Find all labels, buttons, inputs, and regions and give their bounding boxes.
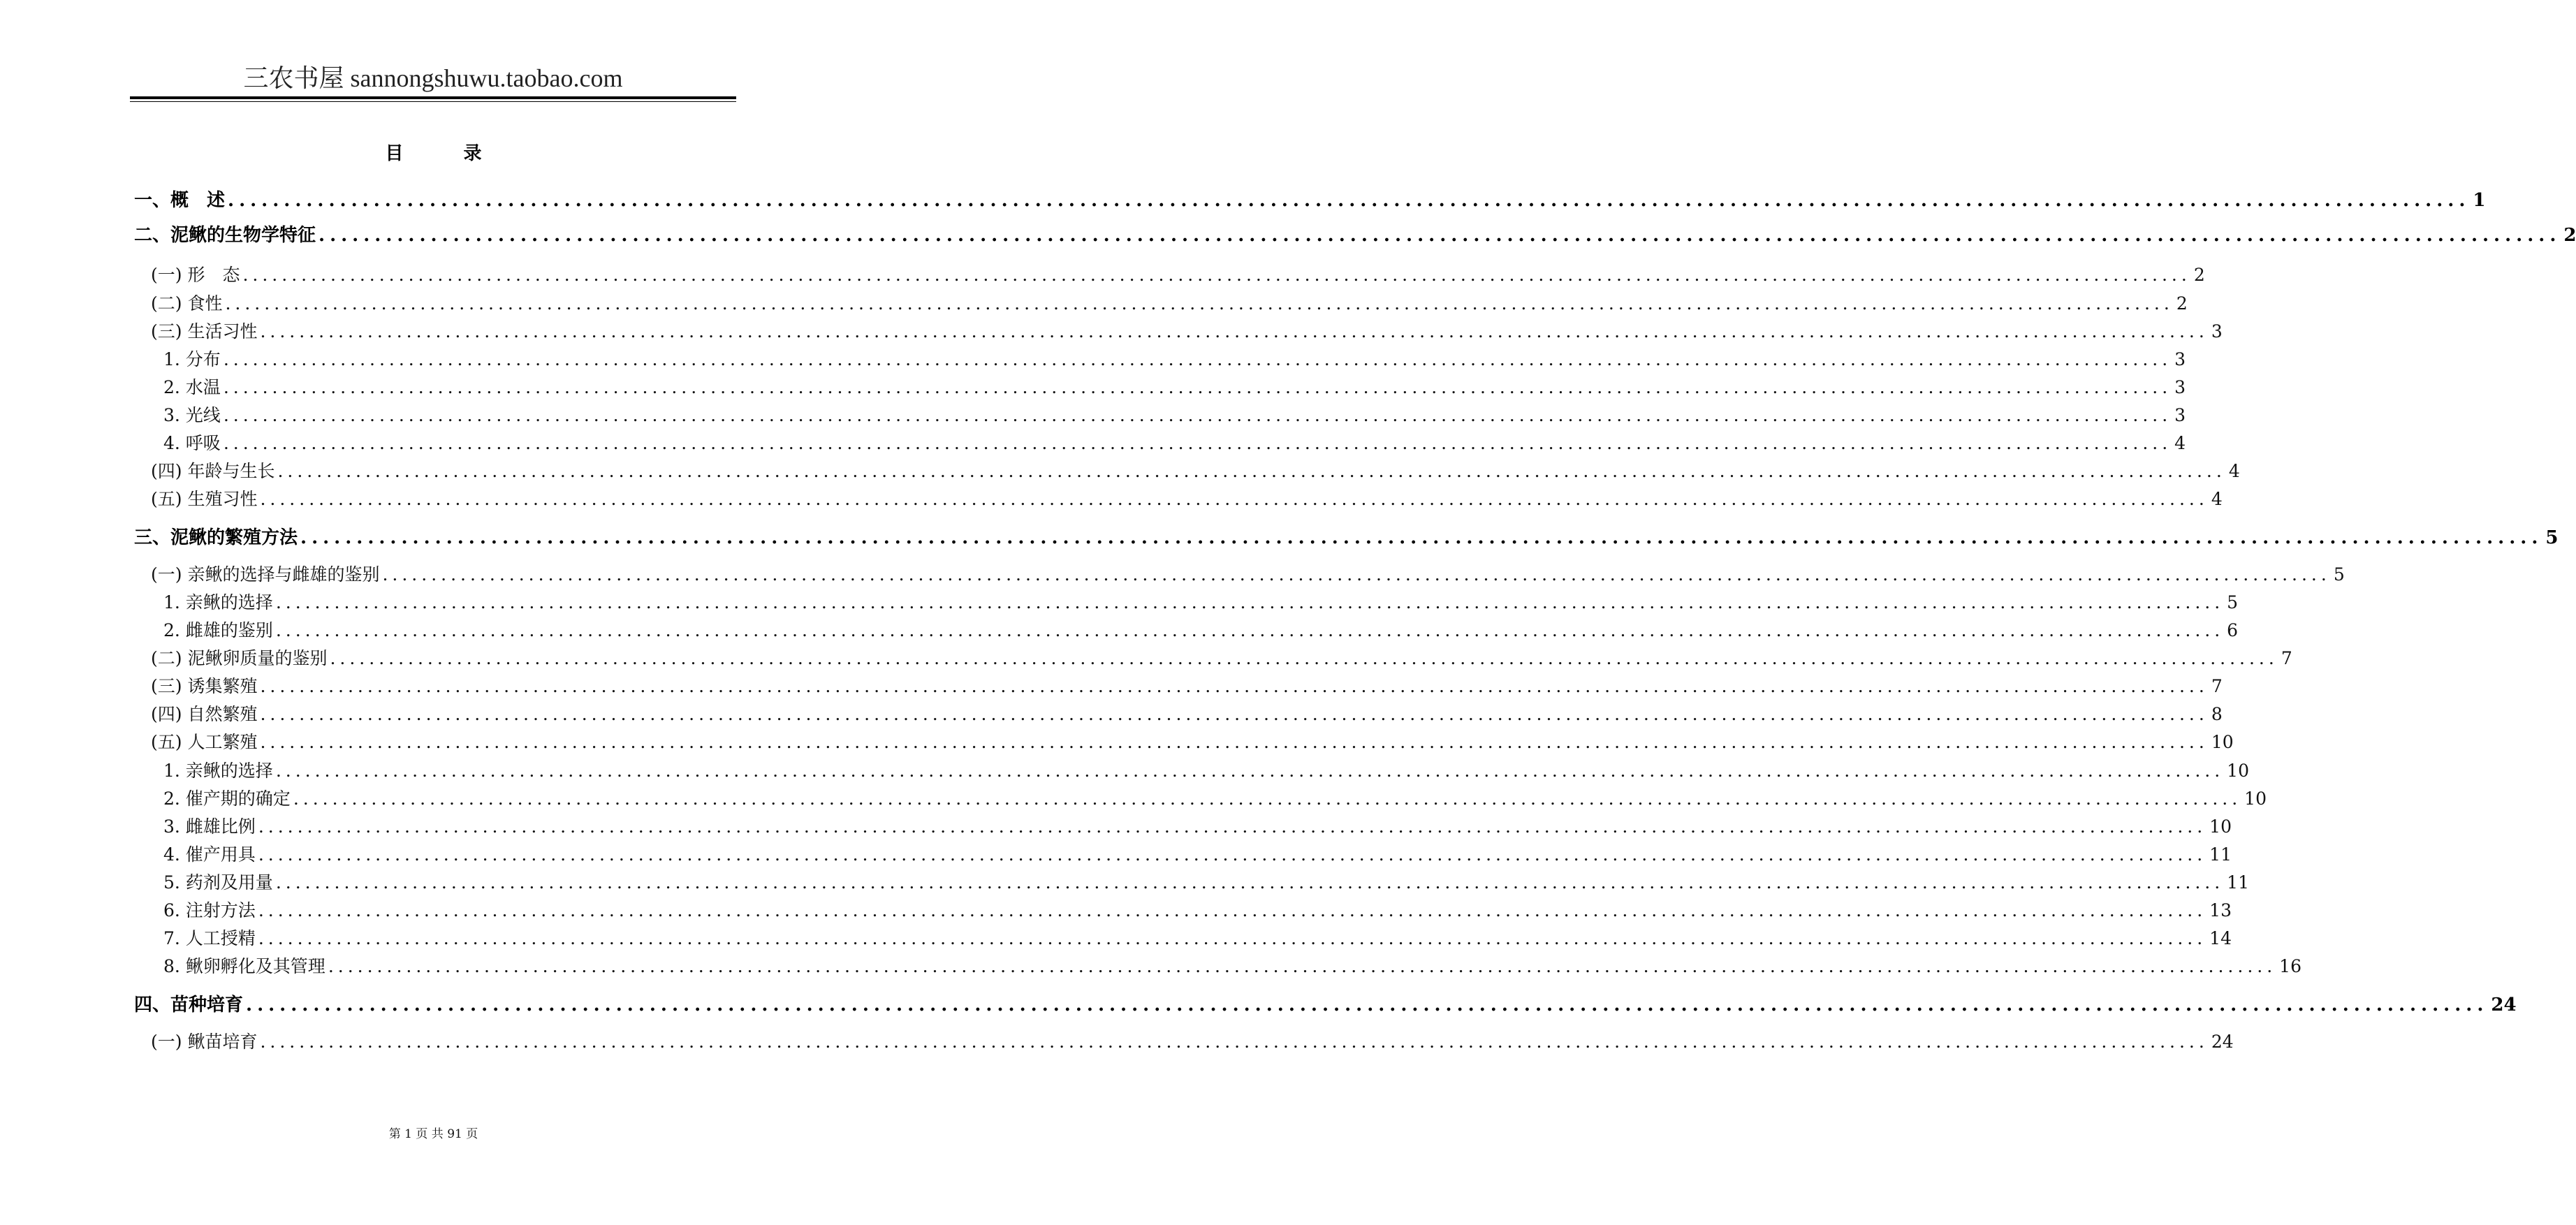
toc-dot-leader: ........................................................................................................................................................................................................ [260, 489, 2209, 509]
toc-entry-label: 4. 催产用具 [163, 844, 256, 865]
toc-dot-leader: ........................................................................................................................................................................................................ [275, 761, 2225, 781]
toc-entry[interactable] [163, 816, 2232, 838]
toc-entry[interactable] [134, 993, 2517, 1017]
toc-entry[interactable] [151, 264, 2205, 286]
toc-entry[interactable] [163, 927, 2232, 950]
toc-entry-page: 4 [2228, 461, 2240, 481]
toc-entry-page: 5 [2333, 564, 2345, 585]
toc-dot-leader: ........................................................................................................................................................................................................ [275, 620, 2225, 640]
toc-entry-page: 2 [2563, 225, 2576, 246]
toc-entry-label: 三、泥鳅的繁殖方法 [134, 527, 298, 548]
toc-entry-label: 3. 光线 [163, 405, 221, 425]
toc-dot-leader: ........................................................................................................................................................................................................ [260, 676, 2209, 696]
toc-entry[interactable] [151, 703, 2223, 726]
toc-entry[interactable] [151, 675, 2223, 698]
toc-dot-leader: ........................................................................................................................................................................................................ [246, 995, 2489, 1015]
toc-entry-page: 10 [2227, 761, 2249, 781]
toc-dot-leader: ........................................................................................................................................................................................................ [330, 648, 2278, 668]
toc-dot-leader: ........................................................................................................................................................................................................ [260, 704, 2209, 724]
toc-entry-page: 3 [2174, 349, 2186, 369]
toc-entry-page: 10 [2244, 788, 2267, 809]
toc-entry-page: 3 [2174, 377, 2186, 397]
toc-entry-label: 5. 药剂及用量 [163, 872, 273, 893]
toc-entry[interactable] [163, 955, 2301, 978]
toc-entry-label: 一、概 述 [134, 190, 226, 211]
toc-entry[interactable] [163, 349, 2186, 371]
toc-entry-page: 6 [2227, 620, 2239, 640]
toc-entry[interactable] [151, 460, 2240, 483]
toc-entry-label: (一) 鳅苗培育 [151, 1032, 258, 1052]
toc-entry-page: 1 [2473, 190, 2486, 211]
toc-entry[interactable] [163, 376, 2186, 399]
toc-entry[interactable] [163, 619, 2239, 642]
toc-entry-label: (二) 泥鳅卵质量的鉴别 [151, 648, 328, 668]
toc-dot-leader: ........................................................................................................................................................................................................ [260, 321, 2209, 342]
toc-dot-leader: ........................................................................................................................................................................................................ [223, 433, 2172, 453]
toc-entry-label: (四) 自然繁殖 [151, 704, 258, 724]
toc-entry-page: 16 [2279, 956, 2301, 976]
toc-entry-page: 11 [2227, 872, 2249, 893]
toc-dot-leader: ........................................................................................................................................................................................................ [277, 461, 2226, 481]
toc-heading: 目 录 [385, 143, 503, 164]
toc-entry-page: 2 [2193, 265, 2205, 285]
toc-entry-label: 8. 鳅卵孵化及其管理 [163, 956, 325, 976]
toc-entry-page: 7 [2281, 648, 2292, 668]
toc-entry-label: (三) 生活习性 [151, 321, 258, 342]
toc-dot-leader: ........................................................................................................................................................................................................ [258, 928, 2207, 948]
toc-entry[interactable] [134, 223, 2576, 247]
toc-entry-page: 24 [2491, 995, 2517, 1015]
toc-entry[interactable] [163, 788, 2267, 810]
toc-dot-leader: ........................................................................................................................................................................................................ [293, 788, 2242, 809]
toc-entry-label: (五) 人工繁殖 [151, 732, 258, 752]
toc-entry-label: 四、苗种培育 [134, 995, 244, 1015]
toc-entry-label: 1. 亲鳅的选择 [163, 761, 273, 781]
toc-entry[interactable] [134, 189, 2486, 212]
toc-entry-page: 24 [2211, 1032, 2234, 1052]
toc-dot-leader: ........................................................................................................................................................................................................ [258, 844, 2207, 865]
toc-entry-label: 7. 人工授精 [163, 928, 256, 948]
toc-entry-page: 3 [2174, 405, 2186, 425]
toc-dot-leader: ........................................................................................................................................................................................................ [260, 732, 2209, 752]
toc-entry-page: 4 [2211, 489, 2223, 509]
toc-entry[interactable] [163, 592, 2239, 614]
toc-entry-label: 二、泥鳅的生物学特征 [134, 225, 316, 246]
toc-entry-page: 4 [2174, 433, 2186, 453]
toc-entry-page: 10 [2209, 816, 2232, 837]
toc-dot-leader: ........................................................................................................................................................................................................ [275, 592, 2225, 612]
toc-entry-page: 3 [2211, 321, 2223, 342]
toc-entry[interactable] [163, 900, 2232, 922]
toc-entry[interactable] [151, 321, 2223, 343]
toc-entry-label: 1. 亲鳅的选择 [163, 592, 273, 612]
toc-dot-leader: ........................................................................................................................................................................................................ [300, 527, 2543, 548]
toc-entry-label: 3. 雌雄比例 [163, 816, 256, 837]
toc-entry-page: 7 [2211, 676, 2223, 696]
toc-entry-page: 5 [2545, 527, 2559, 548]
toc-entry-page: 13 [2209, 900, 2232, 920]
toc-entry[interactable] [151, 564, 2345, 586]
page-footer: 第 1 页 共 91 页 [388, 1127, 478, 1141]
toc-entry[interactable] [163, 760, 2249, 782]
toc-dot-leader: ........................................................................................................................................................................................................ [242, 265, 2191, 285]
toc-dot-leader: ........................................................................................................................................................................................................ [223, 405, 2172, 425]
toc-dot-leader: ........................................................................................................................................................................................................ [258, 816, 2207, 837]
toc-entry-page: 10 [2211, 732, 2234, 752]
toc-entry[interactable] [163, 432, 2186, 455]
toc-entry-label: 1. 分布 [163, 349, 221, 369]
toc-entry[interactable] [151, 647, 2292, 670]
toc-dot-leader: ........................................................................................................................................................................................................ [382, 564, 2331, 585]
toc-entry-label: (三) 诱集繁殖 [151, 676, 258, 696]
toc-dot-leader: ........................................................................................................................................................................................................ [319, 225, 2561, 246]
toc-entry-label: (五) 生殖习性 [151, 489, 258, 509]
toc-entry-page: 2 [2176, 293, 2188, 314]
toc-entry[interactable] [163, 844, 2232, 866]
toc-entry-page: 11 [2209, 844, 2232, 865]
toc-entry[interactable] [163, 404, 2186, 427]
toc-entry-label: (四) 年龄与生长 [151, 461, 275, 481]
toc-entry[interactable] [134, 526, 2559, 550]
toc-entry-label: 2. 催产期的确定 [163, 788, 291, 809]
toc-entry[interactable] [151, 293, 2188, 315]
toc-entry-label: 2. 雌雄的鉴别 [163, 620, 273, 640]
toc-dot-leader: ........................................................................................................................................................................................................ [225, 293, 2174, 314]
toc-entry-page: 14 [2209, 928, 2232, 948]
toc-dot-leader: ........................................................................................................................................................................................................ [223, 377, 2172, 397]
toc-entry[interactable] [151, 731, 2234, 754]
toc-entry-label: (一) 形 态 [151, 265, 240, 285]
toc-entry[interactable] [163, 872, 2249, 894]
toc-entry-label: 2. 水温 [163, 377, 221, 397]
toc-dot-leader: ........................................................................................................................................................................................................ [275, 872, 2225, 893]
toc-entry[interactable] [151, 488, 2223, 511]
toc-entry[interactable] [151, 1031, 2234, 1053]
toc-entry-label: 6. 注射方法 [163, 900, 256, 920]
toc-dot-leader: ........................................................................................................................................................................................................ [260, 1032, 2209, 1052]
toc-dot-leader: ........................................................................................................................................................................................................ [258, 900, 2207, 920]
toc-entry-page: 8 [2211, 704, 2223, 724]
toc-entry-label: (二) 食性 [151, 293, 223, 314]
toc-dot-leader: ........................................................................................................................................................................................................ [228, 190, 2471, 211]
toc-entry-page: 5 [2227, 592, 2239, 612]
toc-entry-label: 4. 呼吸 [163, 433, 221, 453]
toc-dot-leader: ........................................................................................................................................................................................................ [328, 956, 2277, 976]
toc-entry-label: (一) 亲鳅的选择与雌雄的鉴别 [151, 564, 380, 585]
page-header: 三农书屋 sannongshuwu.taobao.com [243, 64, 623, 92]
toc-dot-leader: ........................................................................................................................................................................................................ [223, 349, 2172, 369]
